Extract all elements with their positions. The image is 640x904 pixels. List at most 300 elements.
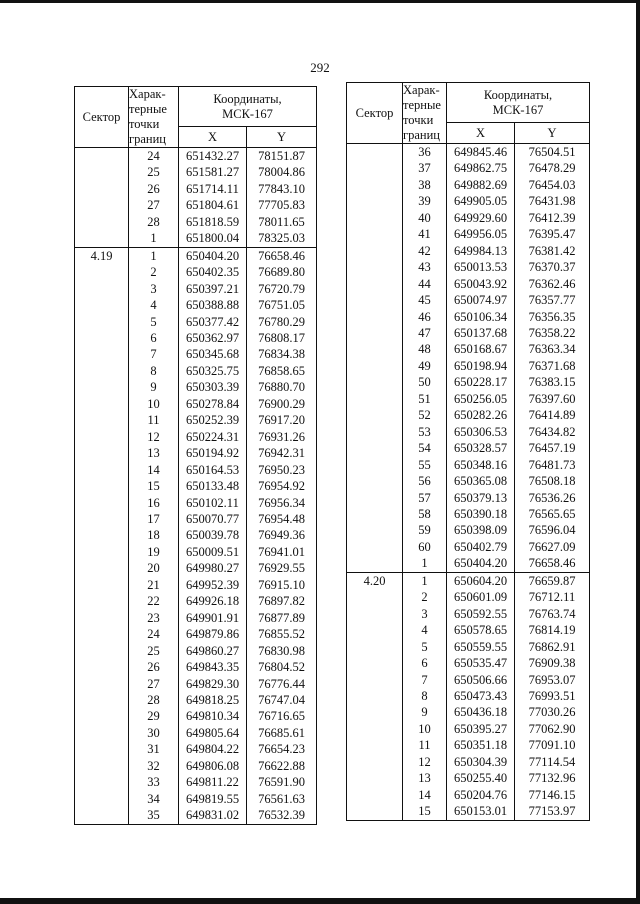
sector-cell — [75, 791, 129, 807]
table-row — [75, 214, 317, 230]
point-number-cell: 11 — [403, 737, 447, 753]
point-number-cell: 13 — [403, 770, 447, 786]
table-row — [75, 379, 317, 395]
table-row — [347, 160, 590, 176]
y-coordinate-cell: 76954.92 — [247, 478, 317, 494]
x-coordinate-cell: 650252.39 — [179, 412, 247, 428]
x-coordinate-cell: 649984.13 — [447, 243, 515, 259]
y-coordinate-cell: 76830.98 — [247, 643, 317, 659]
point-number-cell: 2 — [129, 264, 179, 280]
table-row — [347, 704, 590, 720]
table-row — [75, 363, 317, 379]
table-row — [347, 177, 590, 193]
y-coordinate-cell: 76397.60 — [515, 391, 590, 407]
table-row — [75, 330, 317, 346]
table-row — [75, 511, 317, 527]
point-number-cell: 57 — [403, 490, 447, 506]
y-coordinate-cell: 76481.73 — [515, 457, 590, 473]
y-coordinate-cell: 76956.34 — [247, 495, 317, 511]
table-row — [75, 725, 317, 741]
table-row — [347, 639, 590, 655]
header-y: Y — [515, 123, 590, 144]
header-sector: Сектор — [347, 83, 403, 144]
y-coordinate-cell: 76931.26 — [247, 429, 317, 445]
table-row — [75, 791, 317, 807]
point-number-cell: 26 — [129, 659, 179, 675]
y-coordinate-cell: 76834.38 — [247, 346, 317, 362]
point-number-cell: 1 — [403, 572, 447, 589]
table-row — [347, 193, 590, 209]
sector-cell — [75, 314, 129, 330]
sector-cell — [347, 144, 403, 161]
x-coordinate-cell: 650592.55 — [447, 606, 515, 622]
sector-cell — [347, 457, 403, 473]
table-row — [347, 309, 590, 325]
x-coordinate-cell: 650013.53 — [447, 259, 515, 275]
table-row — [347, 358, 590, 374]
point-number-cell: 28 — [129, 214, 179, 230]
point-number-cell: 21 — [129, 577, 179, 593]
sector-cell — [75, 610, 129, 626]
point-number-cell: 51 — [403, 391, 447, 407]
x-coordinate-cell: 651432.27 — [179, 148, 247, 165]
x-coordinate-cell: 651800.04 — [179, 230, 247, 247]
point-number-cell: 27 — [129, 676, 179, 692]
y-coordinate-cell: 78011.65 — [247, 214, 317, 230]
table-body-left — [75, 148, 317, 825]
table-row — [347, 589, 590, 605]
x-coordinate-cell: 650282.26 — [447, 407, 515, 423]
table-row — [75, 807, 317, 824]
point-number-cell: 59 — [403, 522, 447, 538]
coordinates-table-right — [346, 82, 590, 821]
table-row — [347, 803, 590, 820]
point-number-cell: 24 — [129, 148, 179, 165]
sector-cell — [75, 626, 129, 642]
point-number-cell: 52 — [403, 407, 447, 423]
y-coordinate-cell: 76508.18 — [515, 473, 590, 489]
sector-cell — [75, 181, 129, 197]
y-coordinate-cell: 76747.04 — [247, 692, 317, 708]
sector-cell — [347, 737, 403, 753]
sector-cell — [347, 473, 403, 489]
x-coordinate-cell: 649980.27 — [179, 560, 247, 576]
x-coordinate-cell: 651581.27 — [179, 164, 247, 180]
table-row — [347, 424, 590, 440]
y-coordinate-cell: 76658.46 — [247, 247, 317, 264]
point-number-cell: 48 — [403, 341, 447, 357]
x-coordinate-cell: 649860.27 — [179, 643, 247, 659]
y-coordinate-cell: 76763.74 — [515, 606, 590, 622]
table-row — [75, 462, 317, 478]
point-number-cell: 49 — [403, 358, 447, 374]
x-coordinate-cell: 650604.20 — [447, 572, 515, 589]
y-coordinate-cell: 76689.80 — [247, 264, 317, 280]
x-coordinate-cell: 649831.02 — [179, 807, 247, 824]
y-coordinate-cell: 77146.15 — [515, 787, 590, 803]
table-row — [347, 226, 590, 242]
table-row — [75, 560, 317, 576]
sector-cell — [75, 445, 129, 461]
sector-cell — [347, 407, 403, 423]
sector-cell — [347, 589, 403, 605]
sector-cell — [347, 391, 403, 407]
point-number-cell: 5 — [403, 639, 447, 655]
sector-cell — [75, 396, 129, 412]
point-number-cell: 36 — [403, 144, 447, 161]
point-number-cell: 43 — [403, 259, 447, 275]
x-coordinate-cell: 650009.51 — [179, 544, 247, 560]
point-number-cell: 38 — [403, 177, 447, 193]
x-coordinate-cell: 650306.53 — [447, 424, 515, 440]
sector-cell — [75, 148, 129, 165]
x-coordinate-cell: 649956.05 — [447, 226, 515, 242]
sector-cell — [75, 330, 129, 346]
x-coordinate-cell: 649810.34 — [179, 708, 247, 724]
y-coordinate-cell: 76358.22 — [515, 325, 590, 341]
sector-cell — [75, 577, 129, 593]
y-coordinate-cell: 76720.79 — [247, 281, 317, 297]
sector-cell — [75, 511, 129, 527]
y-coordinate-cell: 76993.51 — [515, 688, 590, 704]
sector-cell — [347, 672, 403, 688]
y-coordinate-cell: 77030.26 — [515, 704, 590, 720]
point-number-cell: 8 — [403, 688, 447, 704]
x-coordinate-cell: 649818.25 — [179, 692, 247, 708]
sector-cell — [347, 787, 403, 803]
sector-cell — [75, 643, 129, 659]
x-coordinate-cell: 649905.05 — [447, 193, 515, 209]
header-coordinates: Координаты, МСК-167 — [179, 87, 317, 127]
sector-cell — [75, 462, 129, 478]
y-coordinate-cell: 76949.36 — [247, 527, 317, 543]
table-row — [347, 688, 590, 704]
point-number-cell: 11 — [129, 412, 179, 428]
sector-cell — [347, 754, 403, 770]
x-coordinate-cell: 649811.22 — [179, 774, 247, 790]
sector-cell — [75, 758, 129, 774]
y-coordinate-cell: 76897.82 — [247, 593, 317, 609]
point-number-cell: 3 — [129, 281, 179, 297]
scan-edge-right — [636, 0, 640, 904]
y-coordinate-cell: 76395.47 — [515, 226, 590, 242]
sector-cell — [347, 770, 403, 786]
point-number-cell: 9 — [129, 379, 179, 395]
table-row — [75, 478, 317, 494]
y-coordinate-cell: 76917.20 — [247, 412, 317, 428]
y-coordinate-cell: 76909.38 — [515, 655, 590, 671]
x-coordinate-cell: 650362.97 — [179, 330, 247, 346]
point-number-cell: 4 — [403, 622, 447, 638]
table-row — [347, 292, 590, 308]
sector-cell — [347, 358, 403, 374]
x-coordinate-cell: 650325.75 — [179, 363, 247, 379]
x-coordinate-cell: 650164.53 — [179, 462, 247, 478]
y-coordinate-cell: 76431.98 — [515, 193, 590, 209]
point-number-cell: 29 — [129, 708, 179, 724]
point-number-cell: 14 — [403, 787, 447, 803]
table-row — [347, 457, 590, 473]
point-number-cell: 6 — [403, 655, 447, 671]
y-coordinate-cell: 76942.31 — [247, 445, 317, 461]
sector-cell — [347, 259, 403, 275]
table-row — [347, 770, 590, 786]
table-row — [75, 346, 317, 362]
x-coordinate-cell: 649879.86 — [179, 626, 247, 642]
y-coordinate-cell: 76371.68 — [515, 358, 590, 374]
x-coordinate-cell: 650043.92 — [447, 276, 515, 292]
point-number-cell: 7 — [403, 672, 447, 688]
x-coordinate-cell: 650559.55 — [447, 639, 515, 655]
table-row — [347, 754, 590, 770]
point-number-cell: 16 — [129, 495, 179, 511]
y-coordinate-cell: 76457.19 — [515, 440, 590, 456]
sector-cell — [347, 424, 403, 440]
sector-cell — [75, 164, 129, 180]
x-coordinate-cell: 650473.43 — [447, 688, 515, 704]
point-number-cell: 10 — [129, 396, 179, 412]
y-coordinate-cell: 76915.10 — [247, 577, 317, 593]
table-row — [347, 325, 590, 341]
point-number-cell: 9 — [403, 704, 447, 720]
table-row — [75, 741, 317, 757]
sector-cell: 4.19 — [75, 247, 129, 264]
x-coordinate-cell: 651714.11 — [179, 181, 247, 197]
sector-cell — [347, 309, 403, 325]
x-coordinate-cell: 650436.18 — [447, 704, 515, 720]
sector-cell — [347, 292, 403, 308]
x-coordinate-cell: 649843.35 — [179, 659, 247, 675]
point-number-cell: 56 — [403, 473, 447, 489]
table-row — [75, 264, 317, 280]
x-coordinate-cell: 650397.21 — [179, 281, 247, 297]
table-row — [347, 539, 590, 555]
table-row — [75, 247, 317, 264]
table-row — [347, 374, 590, 390]
table-row — [347, 655, 590, 671]
point-number-cell: 14 — [129, 462, 179, 478]
y-coordinate-cell: 76929.55 — [247, 560, 317, 576]
y-coordinate-cell: 76880.70 — [247, 379, 317, 395]
scan-edge-bottom — [0, 898, 640, 904]
point-number-cell: 47 — [403, 325, 447, 341]
point-number-cell: 10 — [403, 721, 447, 737]
point-number-cell: 4 — [129, 297, 179, 313]
x-coordinate-cell: 649806.08 — [179, 758, 247, 774]
x-coordinate-cell: 650039.78 — [179, 527, 247, 543]
y-coordinate-cell: 76855.52 — [247, 626, 317, 642]
x-coordinate-cell: 651804.61 — [179, 197, 247, 213]
sector-cell — [75, 741, 129, 757]
table-row — [347, 407, 590, 423]
sector-cell — [75, 197, 129, 213]
table-row — [347, 555, 590, 572]
x-coordinate-cell: 650106.34 — [447, 309, 515, 325]
y-coordinate-cell: 76862.91 — [515, 639, 590, 655]
y-coordinate-cell: 76565.65 — [515, 506, 590, 522]
table-row — [347, 672, 590, 688]
y-coordinate-cell: 77132.96 — [515, 770, 590, 786]
table-row — [75, 659, 317, 675]
point-number-cell: 26 — [129, 181, 179, 197]
point-number-cell: 1 — [129, 230, 179, 247]
sector-cell — [75, 692, 129, 708]
y-coordinate-cell: 77843.10 — [247, 181, 317, 197]
table-row — [347, 490, 590, 506]
y-coordinate-cell: 77153.97 — [515, 803, 590, 820]
x-coordinate-cell: 650133.48 — [179, 478, 247, 494]
table-row — [75, 429, 317, 445]
point-number-cell: 41 — [403, 226, 447, 242]
y-coordinate-cell: 76658.46 — [515, 555, 590, 572]
point-number-cell: 25 — [129, 164, 179, 180]
x-coordinate-cell: 650278.84 — [179, 396, 247, 412]
table-row — [347, 391, 590, 407]
point-number-cell: 33 — [129, 774, 179, 790]
header-characteristic-points: Харак- терные точки границ — [129, 87, 179, 148]
table-row — [75, 181, 317, 197]
point-number-cell: 18 — [129, 527, 179, 543]
x-coordinate-cell: 649926.18 — [179, 593, 247, 609]
sector-cell — [347, 721, 403, 737]
y-coordinate-cell: 78151.87 — [247, 148, 317, 165]
point-number-cell: 6 — [129, 330, 179, 346]
header-y: Y — [247, 127, 317, 148]
point-number-cell: 13 — [129, 445, 179, 461]
y-coordinate-cell: 77114.54 — [515, 754, 590, 770]
point-number-cell: 1 — [129, 247, 179, 264]
point-number-cell: 1 — [403, 555, 447, 572]
table-row — [75, 164, 317, 180]
coordinates-table-left — [74, 86, 317, 825]
y-coordinate-cell: 78004.86 — [247, 164, 317, 180]
x-coordinate-cell: 650102.11 — [179, 495, 247, 511]
x-coordinate-cell: 650256.05 — [447, 391, 515, 407]
point-number-cell: 15 — [129, 478, 179, 494]
y-coordinate-cell: 76954.48 — [247, 511, 317, 527]
point-number-cell: 34 — [129, 791, 179, 807]
table-row — [347, 606, 590, 622]
sector-cell — [347, 193, 403, 209]
table-row — [75, 692, 317, 708]
point-number-cell: 19 — [129, 544, 179, 560]
x-coordinate-cell: 650228.17 — [447, 374, 515, 390]
table-row — [75, 626, 317, 642]
y-coordinate-cell: 76654.23 — [247, 741, 317, 757]
sector-cell — [75, 593, 129, 609]
point-number-cell: 23 — [129, 610, 179, 626]
point-number-cell: 12 — [403, 754, 447, 770]
point-number-cell: 30 — [129, 725, 179, 741]
sector-cell — [75, 363, 129, 379]
table-row — [75, 148, 317, 165]
y-coordinate-cell: 76751.05 — [247, 297, 317, 313]
sector-cell — [347, 655, 403, 671]
point-number-cell: 27 — [129, 197, 179, 213]
sector-cell — [75, 527, 129, 543]
sector-cell — [75, 379, 129, 395]
y-coordinate-cell: 76814.19 — [515, 622, 590, 638]
x-coordinate-cell: 649804.22 — [179, 741, 247, 757]
sector-cell — [75, 495, 129, 511]
point-number-cell: 32 — [129, 758, 179, 774]
x-coordinate-cell: 649829.30 — [179, 676, 247, 692]
table-row — [75, 544, 317, 560]
sector-cell — [75, 264, 129, 280]
sector-cell — [347, 688, 403, 704]
y-coordinate-cell: 76504.51 — [515, 144, 590, 161]
x-coordinate-cell: 651818.59 — [179, 214, 247, 230]
sector-cell — [347, 490, 403, 506]
x-coordinate-cell: 650404.20 — [179, 247, 247, 264]
x-coordinate-cell: 649845.46 — [447, 144, 515, 161]
page-number: 292 — [310, 60, 330, 75]
sector-cell — [75, 659, 129, 675]
sector-cell — [347, 210, 403, 226]
table-row — [347, 243, 590, 259]
sector-cell — [75, 774, 129, 790]
table-row — [347, 210, 590, 226]
table-row — [75, 610, 317, 626]
point-number-cell: 7 — [129, 346, 179, 362]
y-coordinate-cell: 76716.65 — [247, 708, 317, 724]
x-coordinate-cell: 650204.76 — [447, 787, 515, 803]
table-body-right — [347, 144, 590, 821]
table-row — [75, 643, 317, 659]
point-number-cell: 54 — [403, 440, 447, 456]
x-coordinate-cell: 650070.77 — [179, 511, 247, 527]
sector-cell — [347, 243, 403, 259]
x-coordinate-cell: 650535.47 — [447, 655, 515, 671]
table-row — [75, 676, 317, 692]
table-row — [75, 593, 317, 609]
y-coordinate-cell: 76381.42 — [515, 243, 590, 259]
sector-cell: 4.20 — [347, 572, 403, 589]
point-number-cell: 3 — [403, 606, 447, 622]
y-coordinate-cell: 76362.46 — [515, 276, 590, 292]
table-row — [347, 259, 590, 275]
x-coordinate-cell: 650194.92 — [179, 445, 247, 461]
header-sector: Сектор — [75, 87, 129, 148]
sector-cell — [75, 676, 129, 692]
table-row — [347, 506, 590, 522]
x-coordinate-cell: 649862.75 — [447, 160, 515, 176]
sector-cell — [347, 803, 403, 820]
point-number-cell: 17 — [129, 511, 179, 527]
sector-cell — [347, 704, 403, 720]
x-coordinate-cell: 649805.64 — [179, 725, 247, 741]
sector-cell — [347, 374, 403, 390]
x-coordinate-cell: 650168.67 — [447, 341, 515, 357]
point-number-cell: 50 — [403, 374, 447, 390]
header-coordinates: Координаты, МСК-167 — [447, 83, 590, 123]
x-coordinate-cell: 649901.91 — [179, 610, 247, 626]
x-coordinate-cell: 650137.68 — [447, 325, 515, 341]
y-coordinate-cell: 76356.35 — [515, 309, 590, 325]
y-coordinate-cell: 77091.10 — [515, 737, 590, 753]
sector-cell — [75, 230, 129, 247]
table-row — [75, 197, 317, 213]
y-coordinate-cell: 76532.39 — [247, 807, 317, 824]
table-row — [75, 281, 317, 297]
header-x: X — [179, 127, 247, 148]
sector-cell — [347, 606, 403, 622]
table-row — [347, 787, 590, 803]
sector-cell — [347, 276, 403, 292]
x-coordinate-cell: 650578.65 — [447, 622, 515, 638]
table-row — [75, 708, 317, 724]
table-row — [75, 230, 317, 247]
